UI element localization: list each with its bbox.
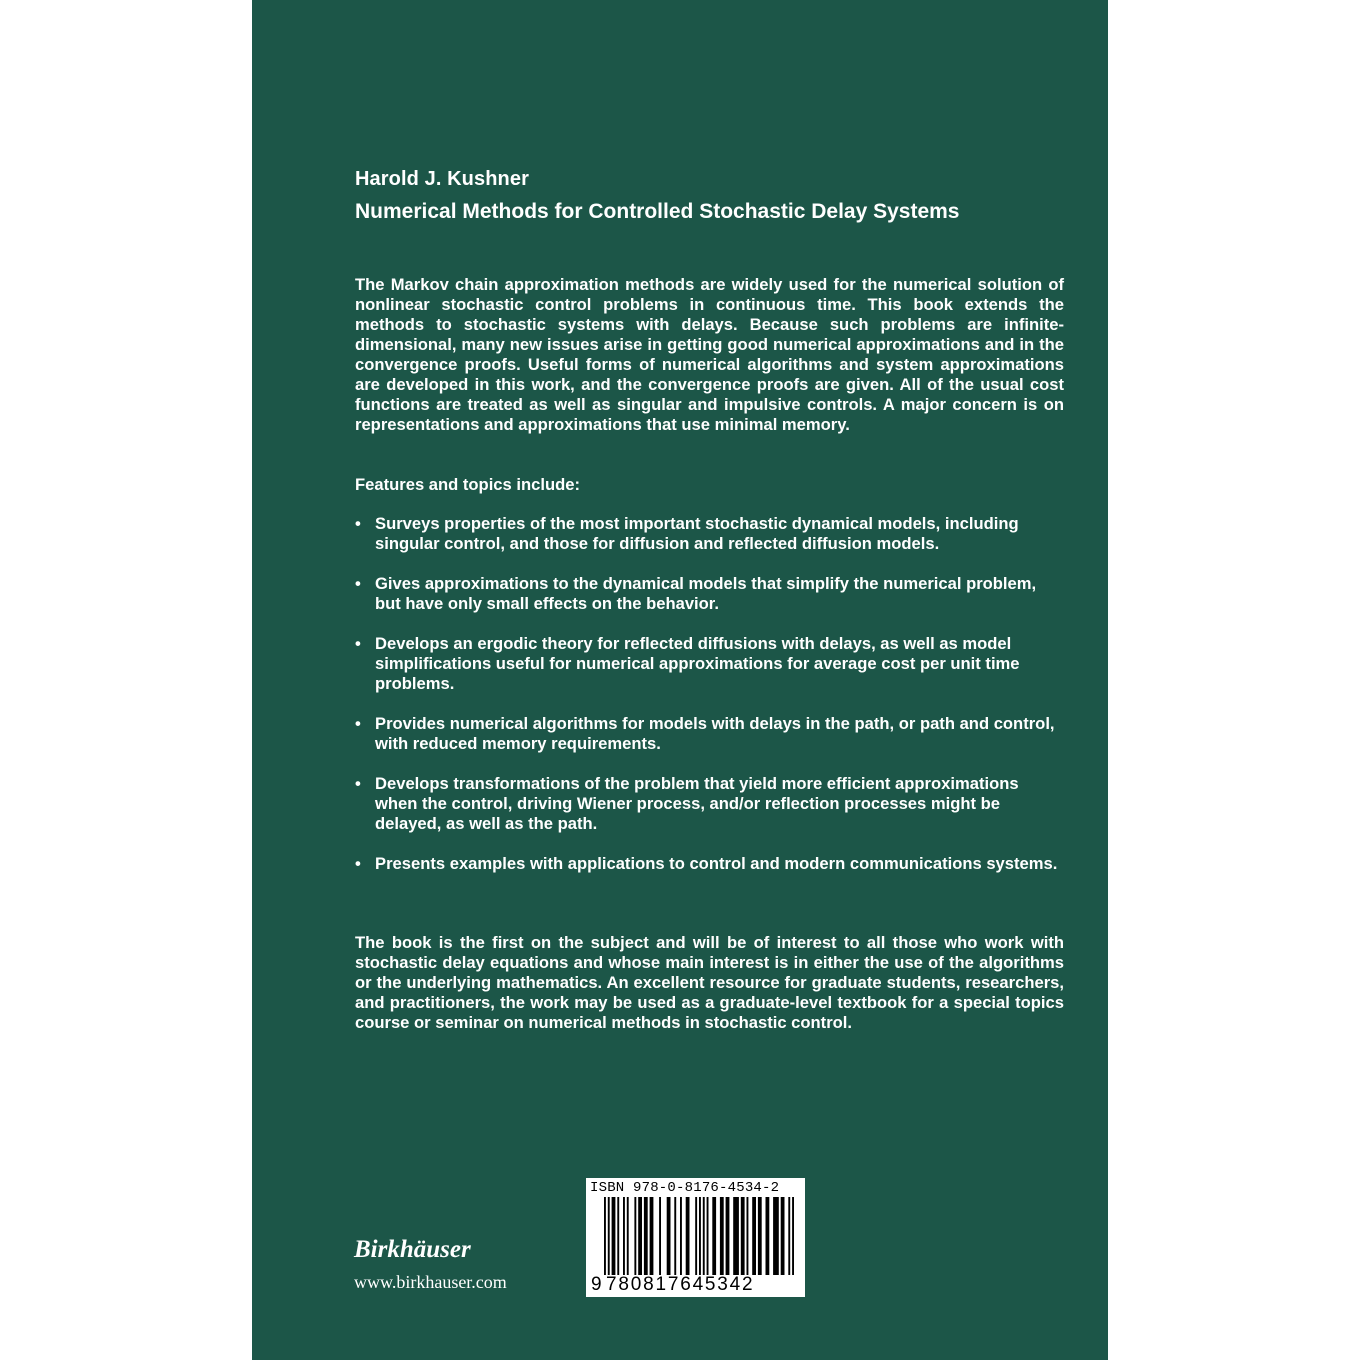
feature-text: Develops transformations of the problem that yield more efficient approximations when the control, driving Wiener process, and/or reflection processes might be delayed, as well as the path. [375,774,1019,833]
feature-text: Surveys properties of the most important stochastic dynamical models, including singular control, and those for diffusion and reflected diffusion models. [375,514,1019,553]
barcode-bar [781,1197,785,1275]
back-cover [252,0,1108,1360]
intro-paragraph: The Markov chain approximation methods are widely used for the numerical solution of nonlinear stochastic control problems in continuous time. This book extends the methods to stochastic systems with delays. Because such problems are infinite-dimensional, many new issues arise in getting good numerical approximations and in the convergence proofs. Useful forms of numerical algorithms and system approximations are developed in this work, and the convergence proofs are given. All of the usual cost functions are treated as well as singular and impulsive controls. A major concern is on representations and approximations that use minimal memory. [355,275,1064,434]
author-name: Harold J. Kushner [355,168,529,190]
bullet-icon: • [355,854,361,873]
list-item [355,574,1064,614]
barcode-bar [747,1197,749,1275]
barcode-bar [617,1197,619,1275]
book-title: Numerical Methods for Controlled Stochastic Delay Systems [355,200,960,223]
barcode-icon [604,1197,794,1279]
barcode-bar [695,1197,697,1275]
barcode-bar [674,1197,676,1275]
publisher-logo: Birkhäuser [354,1236,471,1263]
bullet-icon: • [355,514,361,533]
barcode-bar [686,1197,690,1275]
barcode-bar [699,1197,701,1275]
isbn-label: ISBN 978-0-8176-4534-2 [590,1180,780,1196]
features-list [355,514,1064,894]
feature-text: Presents examples with applications to control and modern communications systems. [375,854,1058,873]
barcode-bar [659,1197,661,1275]
barcode-bar [650,1197,654,1275]
barcode-bar [707,1197,709,1275]
barcode-bar [680,1197,682,1275]
barcode-bar [623,1197,625,1275]
barcode-bar [758,1197,762,1275]
barcode-bar [634,1197,636,1275]
barcode-bar [608,1197,610,1275]
list-item [355,634,1064,694]
bullet-icon: • [355,574,361,593]
barcode-bar [773,1197,779,1275]
barcode-bar [766,1197,770,1275]
list-item [355,514,1064,554]
feature-text: Develops an ergodic theory for reflected diffusions with delays, as well as model simplifications useful for numerical approximations for average cost per unit time problems. [375,634,1020,693]
barcode-bar [667,1197,671,1275]
barcode-bar [604,1197,606,1275]
list-item [355,714,1064,754]
list-item [355,774,1064,834]
closing-paragraph: The book is the first on the subject and will be of interest to all those who work with stochastic delay equations and whose main interest is in either the use of the algorithms or the underlying mathematics. An excellent resource for graduate students, researchers, and practitioners, the work may be used as a graduate-level textbook for a special topics course or seminar on numerical methods in stochastic control. [355,933,1064,1032]
features-heading: Features and topics include: [355,475,580,494]
barcode-bar [638,1197,642,1275]
barcode-bar [726,1197,730,1275]
isbn-barcode [586,1178,805,1297]
bullet-icon: • [355,634,361,653]
bullet-icon: • [355,774,361,793]
barcode-bar [612,1197,616,1275]
barcode-bar [741,1197,745,1275]
list-item [355,854,1064,874]
publisher-url: www.birkhauser.com [354,1272,507,1292]
barcode-bar [703,1197,705,1275]
ean-first-digit: 9 [591,1274,602,1295]
barcode-bar [752,1197,756,1275]
barcode-bar [788,1197,790,1275]
barcode-bar [627,1197,629,1275]
bullet-icon: • [355,714,361,733]
barcode-bar [712,1197,716,1275]
barcode-bar [733,1197,739,1275]
barcode-bar [792,1197,794,1275]
barcode-bar [644,1197,648,1275]
ean-digits: 780817645342 [606,1274,755,1295]
barcode-bar [720,1197,724,1275]
feature-text: Provides numerical algorithms for models with delays in the path, or path and control, with reduced memory requirements. [375,714,1055,753]
feature-text: Gives approximations to the dynamical models that simplify the numerical problem, but have only small effects on the behavior. [375,574,1037,613]
